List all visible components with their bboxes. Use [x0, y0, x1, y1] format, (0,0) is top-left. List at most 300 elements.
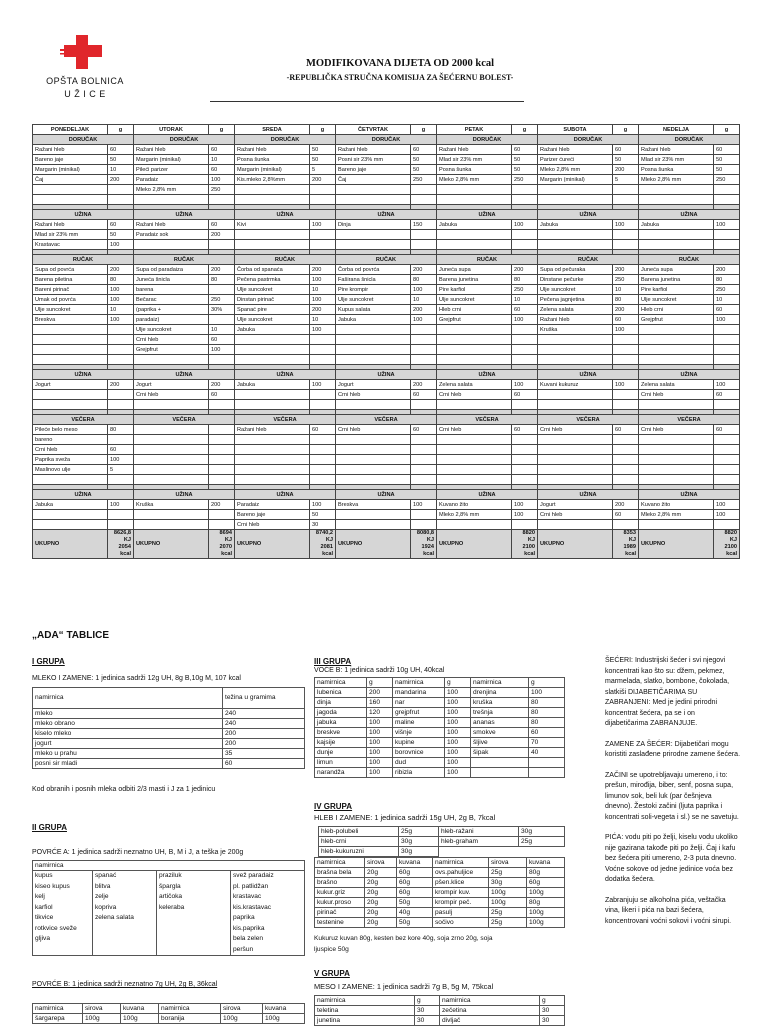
food-grams: 100: [310, 380, 336, 390]
food-grams: 60: [310, 425, 336, 435]
table-cell: boranija: [159, 1014, 221, 1024]
table-cell: trešnja: [471, 708, 529, 718]
food-grams: [714, 195, 740, 205]
food-grams: [613, 355, 639, 365]
food-grams: [714, 475, 740, 485]
food-grams: 10: [714, 295, 740, 305]
table-cell: 100: [445, 748, 471, 758]
column-header: namirnica: [393, 678, 445, 688]
meal-header: UŽINA: [33, 370, 134, 380]
food-item: [437, 465, 512, 475]
vegetable-column: [33, 871, 93, 956]
hospital-line-2: U Ž I C E: [64, 89, 106, 99]
table-cell: 25g: [489, 868, 527, 878]
food-grams: 10: [209, 155, 235, 165]
food-item: Jabuka: [639, 220, 714, 230]
food-item: Mleko 2,8% mm: [639, 175, 714, 185]
food-item: Dinstane pečurke: [538, 275, 613, 285]
table-row: [315, 888, 565, 898]
food-item: [639, 230, 714, 240]
table-cell: breskve: [315, 728, 367, 738]
group-2b-subtitle: POVRĆE B: 1 jedinica sadrži neznatno 7g UH, 2g B, 36kcal: [32, 981, 218, 988]
food-grams: 100: [209, 345, 235, 355]
food-item: paradaiz): [134, 315, 209, 325]
table-row: [315, 1016, 565, 1026]
meal-header-row: [33, 415, 740, 425]
food-grams: [108, 510, 134, 520]
hospital-line-1: OPŠTA BOLNICA: [46, 76, 124, 86]
food-item: [336, 345, 411, 355]
food-item: Crni hleb: [538, 510, 613, 520]
food-item: [33, 510, 108, 520]
food-item: [336, 435, 411, 445]
food-grams: 200: [613, 265, 639, 275]
table-cell: 25g: [519, 837, 565, 847]
food-grams: 250: [714, 285, 740, 295]
table-row: [315, 708, 565, 718]
table-row: [315, 868, 565, 878]
meal-header-row: [33, 210, 740, 220]
table-cell: posni sir mladi: [33, 759, 223, 769]
food-item: Ulje suncokret: [639, 295, 714, 305]
food-grams: [108, 390, 134, 400]
food-item: Bareno jaje: [235, 510, 310, 520]
food-item: [134, 445, 209, 455]
meal-header: DORUČAK: [336, 135, 437, 145]
list-item: krastavac: [233, 893, 262, 900]
meal-header-row: [33, 370, 740, 380]
food-grams: 30%: [209, 305, 235, 315]
table-cell: [471, 768, 529, 778]
column-header: kuvana: [263, 1004, 305, 1014]
food-grams: [310, 230, 336, 240]
food-item: Crni hleb: [437, 425, 512, 435]
food-item: Zelena salata: [639, 380, 714, 390]
food-grams: [512, 195, 538, 205]
food-item: [134, 435, 209, 445]
table-cell: 100g: [527, 908, 565, 918]
food-grams: 80: [108, 275, 134, 285]
food-grams: 250: [209, 295, 235, 305]
food-item: [538, 355, 613, 365]
food-item: Ulje suncokret: [336, 295, 411, 305]
red-cross-logo-icon: [60, 35, 102, 69]
group-1-title: I GRUPA: [32, 657, 65, 666]
food-item: Crni hleb: [134, 390, 209, 400]
meal-header: UŽINA: [235, 210, 336, 220]
food-grams: 100: [512, 380, 538, 390]
table-cell: lubenica: [315, 688, 367, 698]
totals-kcal: 1924 kcal: [421, 544, 434, 557]
table-row: [33, 390, 740, 400]
food-grams: [411, 520, 437, 530]
food-grams: [209, 355, 235, 365]
column-header: namirnica: [33, 861, 305, 871]
food-grams: [714, 185, 740, 195]
food-grams: [714, 230, 740, 240]
food-grams: 80: [613, 295, 639, 305]
food-item: [235, 465, 310, 475]
table-cell: 30: [540, 1006, 565, 1016]
table-cell: 30g: [399, 837, 439, 847]
food-item: Mleko 2,8% mm: [437, 175, 512, 185]
food-grams: 50: [411, 165, 437, 175]
food-grams: [512, 325, 538, 335]
food-grams: 50: [310, 155, 336, 165]
table-cell: 25g: [399, 827, 439, 837]
page-subtitle: -REPUBLIČKA STRUČNA KOMISIJA ZA ŠEĆERNU BOLEST-: [286, 73, 514, 82]
food-item: [33, 475, 108, 485]
list-item: keleraba: [159, 903, 185, 911]
food-grams: 100: [310, 325, 336, 335]
food-grams: [209, 465, 235, 475]
food-item: Mleko 2,8% mm: [437, 510, 512, 520]
table-header-row: [33, 1004, 305, 1014]
table-row: [33, 230, 740, 240]
food-grams: [209, 435, 235, 445]
table-cell: kruška: [471, 698, 529, 708]
food-grams: [512, 455, 538, 465]
totals-label: UKUPNO: [134, 530, 209, 559]
table-cell: 20g: [365, 878, 397, 888]
column-header: g: [445, 678, 471, 688]
food-grams: 60: [411, 390, 437, 400]
table-cell: 20g: [365, 868, 397, 878]
food-item: [437, 355, 512, 365]
food-item: [437, 520, 512, 530]
food-grams: [108, 325, 134, 335]
group-2-subtitle: POVRĆE A: 1 jedinica sadrži neznatno UH, B, M i J, a teška je 200g: [32, 849, 244, 856]
food-grams: [310, 475, 336, 485]
food-grams: 100: [714, 380, 740, 390]
food-grams: 100: [512, 500, 538, 510]
food-grams: [310, 185, 336, 195]
column-header: sirova: [221, 1004, 263, 1014]
food-grams: 60: [209, 145, 235, 155]
note-paragraph: ZAČINI se upotrebljavaju umereno, i to: prešun, mirođija, biber, senf, posna supa, limunov sok, beli luk (par češnjeva dnevno). Žestoki začini (ljuta paprika i koncentrati soli-vegeta i sl.) se ne savetuju.: [605, 771, 739, 821]
meal-header: DORUČAK: [235, 135, 336, 145]
food-item: [437, 455, 512, 465]
food-grams: 100: [108, 295, 134, 305]
food-grams: [108, 475, 134, 485]
page-title: MODIFIKOVANA DIJETA OD 2000 kcal: [305, 58, 495, 69]
list-item: bela zelen: [233, 935, 264, 942]
food-grams: [411, 455, 437, 465]
table-row: [33, 380, 740, 390]
table-row: [33, 510, 740, 520]
food-item: Barena piletina: [33, 275, 108, 285]
food-grams: 250: [512, 285, 538, 295]
table-cell: 50g: [397, 898, 433, 908]
food-item: Dinja: [336, 220, 411, 230]
list-item: kelj: [35, 893, 45, 900]
table-row: [33, 335, 740, 345]
food-grams: 60: [613, 145, 639, 155]
totals-label: UKUPNO: [235, 530, 310, 559]
group-4-table: [314, 857, 565, 928]
food-grams: 200: [613, 305, 639, 315]
table-cell: 40: [529, 748, 565, 758]
food-item: Margarin (minikal): [134, 155, 209, 165]
food-item: Ražani hleb: [134, 220, 209, 230]
food-item: Breskva: [336, 500, 411, 510]
table-cell: 100: [445, 718, 471, 728]
gram-header: g: [714, 125, 740, 135]
food-item: [639, 335, 714, 345]
food-grams: [613, 240, 639, 250]
totals-kcal: 2054 kcal: [118, 544, 131, 557]
ada-title: „ADA“ TABLICE: [32, 630, 110, 641]
table-cell: 100g: [221, 1014, 263, 1024]
meal-header: VEČERA: [134, 415, 235, 425]
food-item: [33, 345, 108, 355]
food-item: Jabuka: [33, 500, 108, 510]
list-item: karfiol: [35, 903, 53, 911]
food-item: [639, 345, 714, 355]
table-row: [33, 739, 305, 749]
table-row: [33, 295, 740, 305]
food-grams: 10: [512, 295, 538, 305]
note-paragraph: ZAMENE ZA ŠEĆER: Dijabetičari mogu koristiti zaslađene prirodne zamene šećera.: [605, 740, 741, 758]
table-header-row: [315, 996, 565, 1006]
food-item: Ražani hleb: [437, 145, 512, 155]
totals-label: UKUPNO: [33, 530, 108, 559]
table-cell: 80: [529, 718, 565, 728]
group-2b-table: [32, 1003, 305, 1024]
food-item: [235, 195, 310, 205]
table-cell: 100: [367, 738, 393, 748]
food-item: [437, 475, 512, 485]
day-header: PETAK: [437, 125, 512, 135]
gram-header: g: [310, 125, 336, 135]
meal-header-row: [33, 255, 740, 265]
day-header: SREDA: [235, 125, 310, 135]
food-item: Breskva: [33, 315, 108, 325]
list-item: zelena salata: [95, 914, 134, 921]
food-item: [134, 355, 209, 365]
food-item: [336, 240, 411, 250]
table-cell: grejpfrut: [393, 708, 445, 718]
food-grams: [411, 510, 437, 520]
table-cell: 80g: [527, 898, 565, 908]
meal-header: UŽINA: [538, 210, 639, 220]
food-grams: [209, 285, 235, 295]
food-item: [336, 465, 411, 475]
table-cell: mandarina: [393, 688, 445, 698]
meal-header: RUČAK: [134, 255, 235, 265]
column-header: namirnica: [159, 1004, 221, 1014]
food-grams: [512, 185, 538, 195]
food-grams: 50: [310, 145, 336, 155]
meal-header: VEČERA: [639, 415, 740, 425]
food-grams: 100: [108, 240, 134, 250]
list-item: praziluk: [159, 872, 182, 879]
totals-label: UKUPNO: [538, 530, 613, 559]
group-1-subtitle: MLEKO I ZAMENE: 1 jedinica sadrži 12g UH, 8g B,10g M, 107 kcal: [32, 675, 241, 682]
food-item: [33, 400, 108, 410]
food-item: Posni sir 23% mm: [336, 155, 411, 165]
table-cell: krompir kuv.: [433, 888, 489, 898]
food-item: [235, 345, 310, 355]
food-item: Ražani hleb: [538, 145, 613, 155]
food-grams: 100: [714, 500, 740, 510]
meal-header: UŽINA: [437, 490, 538, 500]
list-item: špargla: [159, 882, 181, 890]
table-cell: 60: [529, 728, 565, 738]
meal-header: DORUČAK: [538, 135, 639, 145]
food-grams: 100: [512, 510, 538, 520]
food-item: [538, 195, 613, 205]
food-grams: 100: [613, 220, 639, 230]
meal-header: UŽINA: [33, 210, 134, 220]
group-3-title: III GRUPA: [314, 657, 352, 666]
food-item: [33, 390, 108, 400]
food-grams: [613, 465, 639, 475]
food-item: Supa od paradaiza: [134, 265, 209, 275]
food-grams: [613, 185, 639, 195]
food-grams: [209, 400, 235, 410]
meal-header: VEČERA: [336, 415, 437, 425]
food-grams: 200: [512, 265, 538, 275]
food-item: [437, 445, 512, 455]
food-item: [235, 185, 310, 195]
food-item: [235, 445, 310, 455]
day-header: SUBOTA: [538, 125, 613, 135]
food-grams: [209, 445, 235, 455]
table-row: [33, 719, 305, 729]
food-grams: 10: [108, 165, 134, 175]
meal-header: VEČERA: [538, 415, 639, 425]
meal-header: UŽINA: [538, 370, 639, 380]
table-row: [33, 145, 740, 155]
food-grams: [714, 325, 740, 335]
food-item: Faširana šnicla: [336, 275, 411, 285]
food-item: [538, 520, 613, 530]
table-cell: kiselo mleko: [33, 729, 223, 739]
column-header: namirnica: [440, 996, 540, 1006]
table-row: [319, 837, 565, 847]
food-item: Bečarac: [134, 295, 209, 305]
food-item: [538, 335, 613, 345]
table-row: [33, 749, 305, 759]
day-header: ČETVRTAK: [336, 125, 411, 135]
table-cell: 100g: [527, 918, 565, 928]
table-cell: teletina: [315, 1006, 415, 1016]
food-item: Posna šunka: [437, 165, 512, 175]
table-cell: brašno: [315, 878, 365, 888]
food-grams: 60: [714, 425, 740, 435]
food-item: Pileće belo meso: [33, 425, 108, 435]
food-grams: [613, 520, 639, 530]
food-item: bareno: [33, 435, 108, 445]
food-item: Paradaiz: [134, 175, 209, 185]
table-row: [319, 847, 565, 857]
food-item: [336, 475, 411, 485]
gram-header: g: [512, 125, 538, 135]
meal-header: UŽINA: [134, 490, 235, 500]
table-cell: hleb-polubeli: [319, 827, 399, 837]
food-grams: [310, 355, 336, 365]
meal-header: UŽINA: [33, 490, 134, 500]
food-item: [639, 325, 714, 335]
table-cell: 30g: [489, 878, 527, 888]
table-row: [315, 738, 565, 748]
table-cell: 100: [445, 728, 471, 738]
food-item: Ražani hleb: [235, 425, 310, 435]
column-header: g: [540, 996, 565, 1006]
table-cell: kajsije: [315, 738, 367, 748]
day-header: UTORAK: [134, 125, 209, 135]
group-4-subtitle: HLEB I ZAMENE: 1 jedinica sadrži 15g UH, 2g B, 7kcal: [314, 813, 496, 822]
food-grams: 60: [108, 145, 134, 155]
food-item: Ražani hleb: [639, 145, 714, 155]
food-item: [639, 185, 714, 195]
food-item: Paprika sveža: [33, 455, 108, 465]
group-2-table: [32, 860, 305, 956]
food-item: Mlad sir 23% mm: [639, 155, 714, 165]
table-row: [315, 688, 565, 698]
column-header: namirnica: [471, 678, 529, 688]
list-item: zelje: [95, 893, 109, 900]
meal-header: UŽINA: [639, 490, 740, 500]
table-cell: brašna bela: [315, 868, 365, 878]
food-grams: 100: [714, 220, 740, 230]
food-grams: [310, 435, 336, 445]
food-grams: 150: [411, 220, 437, 230]
food-item: [437, 195, 512, 205]
table-cell: mleko u prahu: [33, 749, 223, 759]
food-grams: 100: [613, 380, 639, 390]
food-grams: 10: [209, 325, 235, 335]
table-row: [33, 500, 740, 510]
table-cell: 100: [445, 758, 471, 768]
food-item: Kuvani kukuruz: [538, 380, 613, 390]
food-grams: 10: [310, 285, 336, 295]
table-cell: 240: [223, 719, 305, 729]
vegetable-column: [231, 871, 305, 956]
food-grams: [411, 435, 437, 445]
food-item: [336, 195, 411, 205]
table-cell: pirinač: [315, 908, 365, 918]
column-header: g: [529, 678, 565, 688]
food-item: [134, 465, 209, 475]
food-item: Jogurt: [538, 500, 613, 510]
food-item: Krastavac: [33, 240, 108, 250]
food-grams: 100: [310, 220, 336, 230]
food-item: Čaj: [336, 175, 411, 185]
food-grams: 80: [512, 275, 538, 285]
group-1-table: [32, 687, 305, 769]
food-item: Ražani hleb: [538, 315, 613, 325]
food-item: Paradaiz: [235, 500, 310, 510]
food-grams: [512, 335, 538, 345]
meal-header: UŽINA: [336, 490, 437, 500]
list-item: kupus: [35, 872, 53, 879]
food-item: Grejpfrut: [437, 315, 512, 325]
totals-value: [108, 530, 134, 559]
food-grams: 100: [209, 175, 235, 185]
food-grams: [714, 445, 740, 455]
food-grams: 250: [613, 275, 639, 285]
food-item: [336, 400, 411, 410]
table-cell: hleb-graham: [439, 837, 519, 847]
column-header: namirnica: [315, 858, 365, 868]
food-item: Supa od pečuraka: [538, 265, 613, 275]
food-item: Zelena salata: [437, 380, 512, 390]
table-cell: 30: [415, 1006, 440, 1016]
food-grams: [512, 345, 538, 355]
food-grams: [310, 335, 336, 345]
